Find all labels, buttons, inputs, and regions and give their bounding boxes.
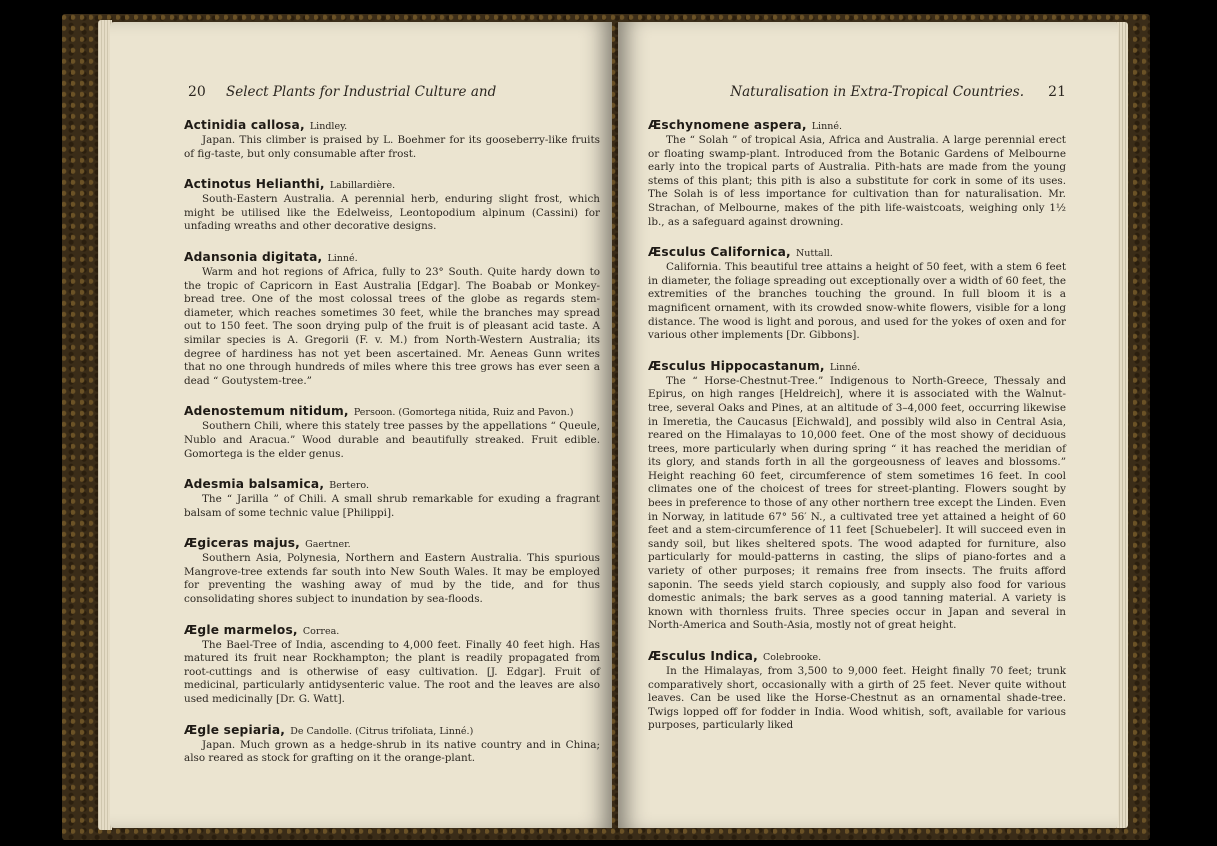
- plant-name: Æsculus Californica,: [648, 245, 791, 260]
- plant-authority: Linné.: [811, 121, 842, 132]
- page-number: 20: [188, 84, 206, 100]
- plant-authority: Persoon. (Gomortega nitida, Ruiz and Pavon.): [353, 407, 574, 419]
- running-title: Naturalisation in Extra-Tropical Countries.: [730, 84, 1024, 100]
- plant-name: Adesmia balsamica,: [184, 477, 325, 492]
- plant-entry: [184, 246, 600, 388]
- plant-authority: Linné.: [829, 361, 861, 373]
- plant-authority: De Candolle. (Citrus trifoliata, Linné.): [290, 725, 474, 737]
- plant-description: Southern Chili, where this stately tree passes by the appellations “ Queule, Nublo and Aracua.” Wood durable and beautifully streaked. Fruit edible. Gomortega is the elder genus.: [184, 420, 600, 460]
- plant-name: Ægle sepiaria,: [184, 722, 286, 737]
- plant-name: Adansonia digitata,: [184, 249, 323, 264]
- plant-entry: [648, 355, 1066, 633]
- plant-entry: [184, 173, 600, 234]
- plant-authority: Colebrooke.: [763, 652, 822, 663]
- plant-description: Southern Asia, Polynesia, Northern and Eastern Australia. This spurious Mangrove-tree extends far south into New South Wales. It may be employed for preventing the washing away of mud by the tide, and for thus consolidating shores subject to inundation by sea-floods.: [184, 552, 600, 606]
- entry-heading: [648, 355, 1066, 374]
- plant-authority: Correa.: [302, 625, 340, 637]
- plant-authority: Linné.: [327, 252, 358, 264]
- left-entries: [184, 114, 600, 778]
- plant-name: Actinidia callosa,: [184, 118, 305, 132]
- plant-description: Japan. This climber is praised by L. Boehmer for its gooseberry-like fruits of fig-taste, but only consumable after frost.: [184, 134, 600, 160]
- right-entries: [648, 114, 1066, 745]
- entry-heading: [184, 532, 600, 551]
- right-page: [618, 22, 1118, 828]
- plant-name: Ægiceras majus,: [184, 536, 301, 551]
- plant-entry: [184, 473, 600, 520]
- plant-name: Actinotus Helianthi,: [184, 177, 325, 192]
- entry-heading: [648, 114, 1066, 133]
- plant-entry: [648, 645, 1066, 733]
- plant-description: The “ Horse-Chestnut-Tree.” Indigenous to North-Greece, Thessaly and Epirus, on high ranges [Heldreich], where it is associated with the Walnut-tree, several Oaks and Pines, at an altitude of 3–4,000 feet, occurring likewise in Imeretia, the Caucasus [Eichwald], and possibly wild also in Central Asia, reared on the Himalayas to 10,000 feet. One of the most showy of deciduous trees, more particularly when during spring “ it has reached the meridian of its glory, and stands forth in all the gorgeousness of leaves and blossoms.” Height reaching 60 feet, circumference of stem sometimes 16 feet. In cool climates one of the choicest of trees for street-planting. Flowers sought by bees in preference to those of any other northern tree except the Linden. Even in Norway, in latitude 67° 56′ N., a cultivated tree yet attained a height of 60 feet and a stem-circumference of 11 feet [Schuebeler]. It will succeed even in sandy soil, but likes sheltered spots. The wood adapted for furniture, also particularly for mould-patterns in casting, the slips of piano-fortes and a variety of other purposes; it remains free from insects. The fruits afford saponin. The seeds yield starch copiously, and supply also food for various domestic animals; the bark serves as a good tanning material. A variety is known with thornless fruits. Three species occur in Japan and several in North-America and South-Asia, mostly not of great height.: [648, 374, 1066, 632]
- plant-description: South-Eastern Australia. A perennial herb, enduring slight frost, which might be utilised like the Edelweiss, Leontopodium alpinum (Cassini) for unfading wreaths and other decorative designs.: [184, 193, 600, 233]
- plant-description: The “ Solah ” of tropical Asia, Africa and Australia. A large perennial erect or floating swamp-plant. Introduced from the Botanic Gardens of Melbourne early into the tropical parts of Australia. Pith-hats are made from the young stems of this plant; this pith is also a substitute for cork in some of its uses. The Solah is of less importance for cultivation than for naturalisation. Mr. Strachan, of Melbourne, makes of the pith life-waistcoats, weighing only 1½ lb., as a safeguard against drowning.: [648, 134, 1066, 228]
- plant-description: California. This beautiful tree attains a height of 50 feet, with a stem 6 feet in diameter, the foliage spreading out exceptionally over a width of 60 feet, the extremities of the branches touching the ground. In full bloom it is a magnificent ornament, with its crowded snow-white flowers, visible for a long distance. The wood is light and porous, and used for the yokes of oxen and for various other implements [Dr. Gibbons].: [648, 261, 1066, 342]
- plant-entry: [184, 400, 600, 461]
- plant-name: Adenostemum nitidum,: [184, 404, 349, 419]
- entry-heading: [184, 114, 600, 133]
- plant-description: The Bael-Tree of India, ascending to 4,000 feet. Finally 40 feet high. Has matured its fruit near Rockhampton; the plant is readily propagated from root-cuttings and is otherwise of easy cultivation. [J. Edgar]. Fruit of medicinal, particularly antidysenteric value. The root and the leaves are also used medicinally [Dr. G. Watt].: [184, 638, 600, 706]
- plant-authority: Bertero.: [329, 480, 369, 492]
- plant-entry: [184, 114, 600, 161]
- plant-name: Æsculus Hippocastanum,: [648, 358, 825, 373]
- entry-heading: [184, 719, 600, 738]
- plant-authority: Gaertner.: [305, 539, 351, 551]
- plant-description: The “ Jarilla ” of Chili. A small shrub remarkable for exuding a fragrant balsam of some technic value [Philippi].: [184, 493, 600, 519]
- entry-heading: [184, 173, 600, 192]
- plant-name: Æsculus Indica,: [648, 649, 758, 663]
- plant-description: In the Himalayas, from 3,500 to 9,000 feet. Height finally 70 feet; trunk comparatively short, occasionally with a girth of 25 feet. Never quite without leaves. Can be used like the Horse-Chestnut as an ornamental shade-tree. Twigs lopped off for fodder in India. Wood whitish, soft, available for various purposes, particularly liked: [648, 665, 1066, 732]
- entry-heading: [648, 241, 1066, 260]
- left-page: [110, 22, 612, 828]
- plant-entry: [184, 619, 600, 707]
- entry-heading: [184, 473, 600, 492]
- entry-heading: [184, 246, 600, 265]
- plant-entry: [184, 719, 600, 766]
- plant-name: Æschynomene aspera,: [648, 118, 807, 132]
- plant-authority: Nuttall.: [795, 248, 833, 260]
- entry-heading: [648, 645, 1066, 664]
- plant-authority: Labillardière.: [329, 180, 396, 192]
- plant-entry: [648, 114, 1066, 229]
- running-title: Select Plants for Industrial Culture and: [226, 84, 497, 100]
- entry-heading: [184, 400, 600, 419]
- plant-name: Ægle marmelos,: [184, 622, 298, 637]
- entry-heading: [184, 619, 600, 638]
- plant-description: Warm and hot regions of Africa, fully to 23° South. Quite hardy down to the tropic of Capricorn in East Australia [Edgar]. The Boabab or Monkey-bread tree. One of the most colossal trees of the globe as regards stem-diameter, which reaches sometimes 30 feet, while the branches may spread out to 150 feet. The soon drying pulp of the fruit is of pleasant acid taste. A similar species is A. Gregorii (F. v. M.) from North-Western Australia; its degree of hardiness has not yet been ascertained. Mr. Aeneas Gunn writes that no one through hundreds of miles where this tree grows has ever seen a dead “ Goutystem-tree.”: [184, 265, 600, 387]
- plant-entry: [648, 241, 1066, 343]
- plant-authority: Lindley.: [309, 121, 348, 132]
- plant-entry: [184, 532, 600, 606]
- plant-description: Japan. Much grown as a hedge-shrub in its native country and in China; also reared as stock for grafting on it the orange-plant.: [184, 738, 600, 765]
- page-number: 21: [1048, 84, 1066, 100]
